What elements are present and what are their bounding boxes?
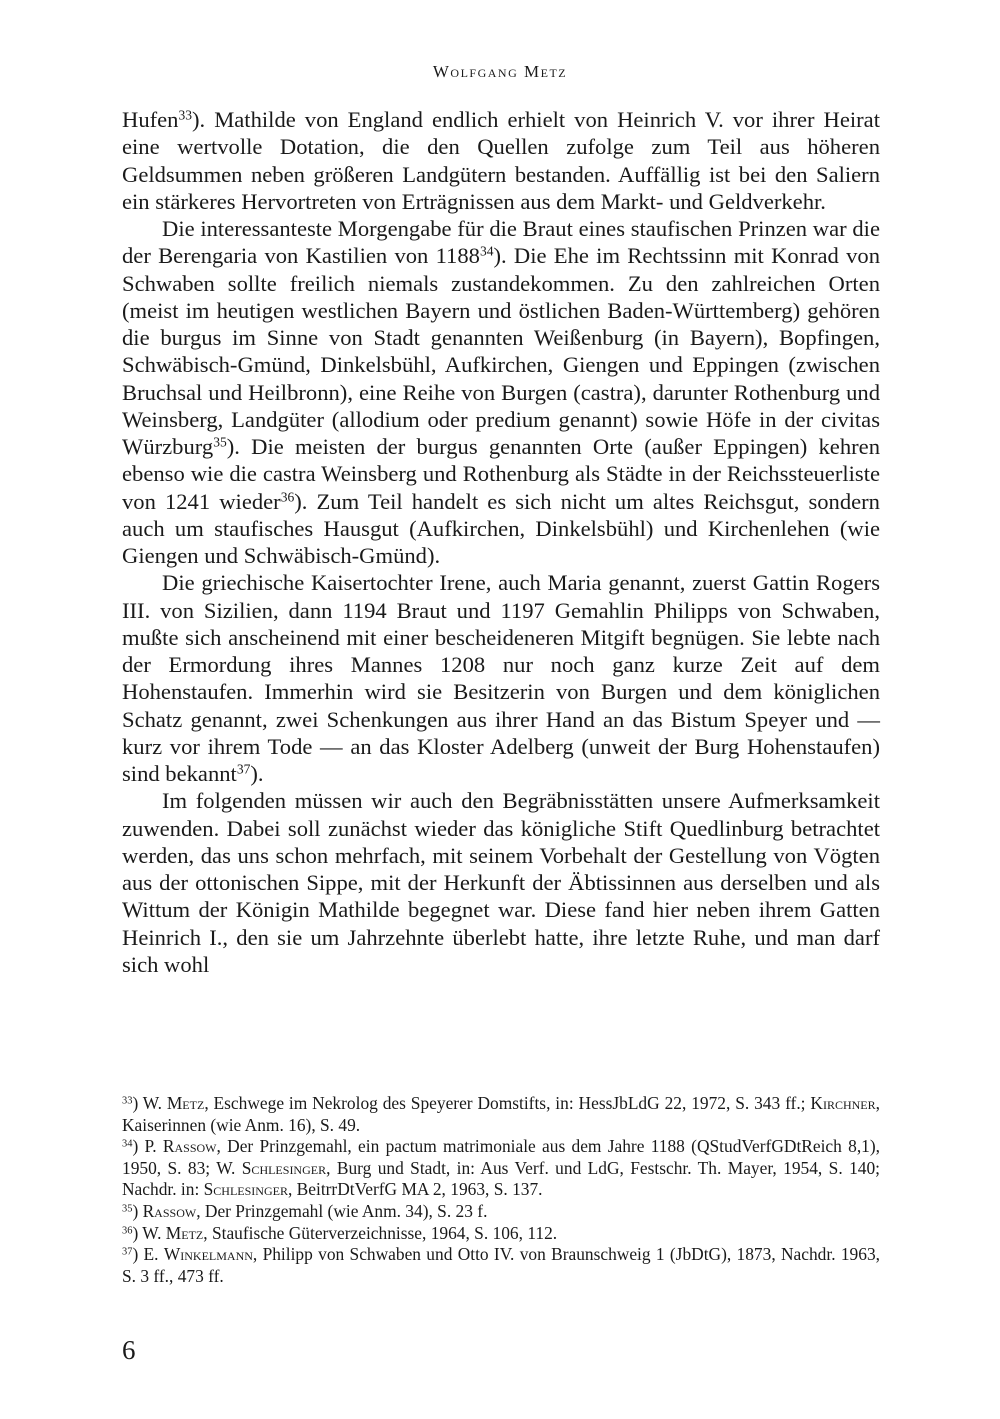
- main-text: [122, 106, 880, 978]
- text-run: , Der Prinzgemahl (wie Anm. 34), S. 23 f.: [196, 1200, 488, 1221]
- author-name: Schlesinger: [241, 1157, 327, 1178]
- author-name: Metz: [165, 1222, 204, 1243]
- footnote-ref: 36: [122, 1224, 133, 1236]
- footnote-ref: 33: [178, 107, 193, 123]
- footnote: [122, 1201, 880, 1223]
- footnote-ref: 35: [213, 434, 227, 450]
- footnote-ref: 33: [122, 1095, 133, 1107]
- footnote-ref: 37: [122, 1246, 133, 1258]
- author-name: Rassow: [142, 1200, 197, 1221]
- page-number: 6: [122, 1335, 136, 1365]
- author-name: Schlesinger: [203, 1179, 288, 1200]
- footnote-ref: 34: [122, 1138, 133, 1150]
- text-run: , Eschwege im Nekrolog des Speyerer Domstifts, in: HessJbLdG 22, 1972, S. 343 ff.;: [204, 1093, 811, 1113]
- footnotes: [122, 1093, 880, 1287]
- running-head: Wolfgang Metz: [432, 62, 568, 81]
- author-name: Kirchner: [810, 1093, 876, 1113]
- paragraph: [122, 569, 880, 787]
- paragraph: [122, 215, 880, 569]
- footnote-ref: 37: [236, 761, 251, 777]
- text-run: ): [132, 1200, 143, 1221]
- text-run: ) W.: [132, 1093, 167, 1113]
- footnote-ref: 34: [479, 243, 494, 259]
- text-run: , Kaiserinnen (wie Anm. 16), S. 49.: [122, 1093, 880, 1135]
- author-name: Metz: [166, 1093, 205, 1113]
- text-run: , Burg und Stadt, in: Aus Verf. und LdG, Festschr. Th. Mayer, 1954, S. 140; Nachdr. in:: [122, 1157, 880, 1200]
- text-run: Hufen: [122, 107, 179, 132]
- text-run: ).: [250, 761, 264, 786]
- footnote: [122, 1136, 880, 1201]
- text-run: Die interessanteste Morgengabe für die Braut eines staufischen Prinzen war die der Berengaria von Kastilien von 1188: [122, 216, 880, 269]
- text-run: Die griechische Kaisertochter Irene, auch Maria genannt, zuerst Gattin Rogers III. von Sizilien, dann 1194 Braut und 1197 Gemahlin Philipps von Schwaben, mußte sich anscheinend mit einer bescheideneren Mitgift begnügen. Sie lebte nach der Ermordung ihres Mannes 1208 nur noch ganz kurze Zeit auf dem Hohenstaufen. Immerhin wird sie Besitzerin von Burgen und dem königlichen Schatz genannt, zwei Schenkungen aus ihrer Hand an das Bistum Speyer und — kurz vor ihrem Tode — an das Kloster Adelberg (unweit der Burg Hohenstaufen) sind bekannt: [122, 570, 880, 786]
- author-name: Rassow: [162, 1136, 217, 1157]
- paragraph: [122, 787, 880, 978]
- paragraph: [122, 106, 880, 215]
- text-run: ). Die Ehe im Rechtssinn mit Konrad von Schwaben sollte freilich niemals zustandekommen. Zu den zahlreichen Orten (meist im heutigen westlichen Bayern und östlichen Baden-Württemberg) gehören die burgus im Sinne von Stadt genannten Weißenburg (in Bayern), Bopfingen, Schwäbisch-Gmünd, Dinkelsbühl, Aufkirchen, Giengen und Eppingen (zwischen Bruchsal und Heilbronn), eine Reihe von Burgen (castra), darunter Rothenburg und Weinsberg, Landgüter (allodium oder predium genannt) sowie Höfe in der civitas Würzburg: [122, 243, 880, 459]
- text-run: , BeitrrDtVerfG MA 2, 1963, S. 137.: [287, 1179, 543, 1200]
- text-run: ). Die meisten der burgus genannten Orte (außer Eppingen) kehren ebenso wie die castra Weinsberg und Rothenburg als Städte in der Reichssteuerliste von 1241 wieder: [122, 434, 880, 514]
- footnote: [122, 1093, 880, 1136]
- text-run: , Staufische Güterverzeichnisse, 1964, S. 106, 112.: [203, 1222, 558, 1243]
- text-run: Im folgenden müssen wir auch den Begräbnisstätten unsere Aufmerksamkeit zuwenden. Dabei soll zunächst wieder das königliche Stift Quedlinburg betrachtet werden, das uns schon mehrfach, mit seinem Vorbehalt der Gestellung von Vögten aus der ottonischen Sippe, mit der Herkunft der Äbtissinnen aus derselben und als Wittum der Königin Mathilde begegnet war. Diese fand hier neben ihrem Gatten Heinrich I., den sie um Jahrzehnte überlebt hatte, ihre letzte Ruhe, und man darf sich wohl: [122, 788, 880, 977]
- text-run: , Der Prinzgemahl, ein pactum matrimoniale aus dem Jahre 1188 (QStudVerfGDtReich 8,1), 1950, S. 83; W.: [122, 1136, 881, 1178]
- footnote-ref: 36: [280, 489, 295, 505]
- footnote: [122, 1244, 880, 1287]
- text-run: ) W.: [132, 1222, 166, 1243]
- text-run: ) E.: [132, 1244, 164, 1265]
- footnote-ref: 35: [122, 1203, 133, 1215]
- footnote: [122, 1223, 880, 1245]
- text-run: ) P.: [132, 1136, 163, 1157]
- text-run: ). Zum Teil handelt es sich nicht um altes Reichsgut, sondern auch um staufisches Hausgut (Aufkirchen, Dinkelsbühl) und Kirchenlehen (wie Giengen und Schwäbisch-Gmünd).: [122, 488, 880, 568]
- text-run: ). Mathilde von England endlich erhielt von Heinrich V. vor ihrer Heirat eine wertvolle Dotation, die den Quellen zufolge zum Teil aus höheren Geldsummen neben größeren Landgütern bestanden. Auffällig ist bei den Saliern ein stärkeres Hervortreten von Erträgnissen aus dem Markt- und Geldverkehr.: [122, 107, 880, 214]
- author-name: Winkelmann: [163, 1244, 253, 1265]
- text-run: , Philipp von Schwaben und Otto IV. von Braunschweig 1 (JbDtG), 1873, Nachdr. 1963, S. 3 ff., 473 ff.: [122, 1244, 880, 1286]
